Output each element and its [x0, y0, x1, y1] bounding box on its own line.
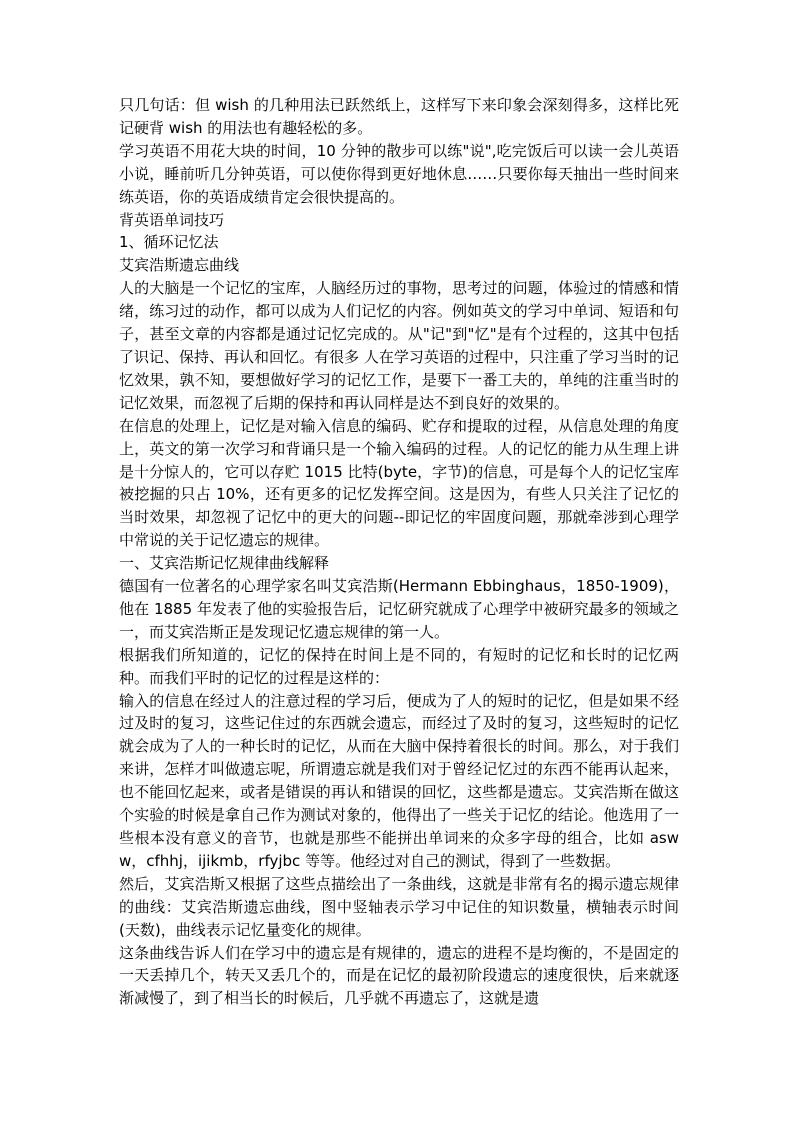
paragraph: 在信息的处理上，记忆是对输入信息的编码、贮存和提取的过程，从信息处理的角度上，英文的第一次学习和背诵只是一个输入编码的过程。人的记忆的能力从生理上讲是十分惊人的，它可以存贮 1015 比特(byte，字节)的信息，可是每个人的记忆宝库被挖掘的只占 10%，还有更多的记忆发挥空间。这是因为，有些人只关注了记忆的当时效果，却忽视了记忆中的更大的问题--即记忆的牢固度问题，那就牵涉到心理学中常说的关于记忆遗忘的规律。	[119, 416, 679, 550]
paragraph: 根据我们所知道的，记忆的保持在时间上是不同的，有短时的记忆和长时的记忆两种。而我们平时的记忆的过程是这样的：	[119, 645, 679, 687]
subsection-heading: 艾宾浩斯遗忘曲线	[119, 256, 240, 275]
paragraph: 然后，艾宾浩斯又根据了这些点描绘出了一条曲线，这就是非常有名的揭示遗忘规律的曲线：艾宾浩斯遗忘曲线，图中竖轴表示学习中记住的知识数量，横轴表示时间(天数)，曲线表示记忆量变化的规律。	[119, 874, 679, 939]
paragraph: 输入的信息在经过人的注意过程的学习后，便成为了人的短时的记忆，但是如果不经过及时的复习，这些记住过的东西就会遗忘，而经过了及时的复习，这些短时的记忆就会成为了人的一种长时的记忆，从而在大脑中保持着很长的时间。那么，对于我们来讲，怎样才叫做遗忘呢，所谓遗忘就是我们对于曾经记忆过的东西不能再认起来，也不能回忆起来，或者是错误的再认和错误的回忆，这些都是遗忘。艾宾浩斯在做这个实验的时候是拿自己作为测试对象的，他得出了一些关于记忆的结论。他选用了一些根本没有意义的音节，也就是那些不能拼出单词来的众多字母的组合，比如 asww，cfhhj，ijikmb，rfyjbc 等等。他经过对自己的测试，得到了一些数据。	[119, 691, 679, 870]
paragraph: 只几句话：但 wish 的几种用法已跃然纸上，这样写下来印象会深刻得多，这样比死记硬背 wish 的用法也有趣轻松的多。	[119, 96, 679, 137]
subsection-heading: 一、艾宾浩斯记忆规律曲线解释	[119, 554, 330, 573]
paragraph: 人的大脑是一个记忆的宝库，人脑经历过的事物，思考过的问题，体验过的情感和情绪，练习过的动作，都可以成为人们记忆的内容。例如英文的学习中单词、短语和句子，甚至文章的内容都是通过记忆完成的。从"记"到"忆"是有个过程的，这其中包括了识记、保持、再认和回忆。有很多 人在学习英语的过程中，只注重了学习当时的记忆效果，孰不知，要想做好学习的记忆工作，是要下一番工夫的，单纯的注重当时的记忆效果，而忽视了后期的保持和再认同样是达不到良好的效果的。	[119, 279, 679, 412]
subsection-heading: 1、循环记忆法	[119, 233, 219, 252]
paragraph: 学习英语不用花大块的时间，10 分钟的散步可以练"说",吃完饭后可以读一会儿英语小说，睡前听几分钟英语，可以使你得到更好地休息……只要你每天抽出一些时间来练英语，你的英语成绩肯定会很快提高的。	[119, 141, 679, 206]
document-page	[119, 94, 679, 1010]
paragraph: 德国有一位著名的心理学家名叫艾宾浩斯(Hermann Ebbinghaus，1850-1909)，他在 1885 年发表了他的实验报告后，记忆研究就成了心理学中被研究最多的领域之一，而艾宾浩斯正是发现记忆遗忘规律的第一人。	[119, 577, 679, 641]
paragraph: 这条曲线告诉人们在学习中的遗忘是有规律的，遗忘的进程不是均衡的，不是固定的一天丢掉几个，转天又丢几个的，而是在记忆的最初阶段遗忘的速度很快，后来就逐渐减慢了，到了相当长的时候后，几乎就不再遗忘了，这就是遗	[119, 943, 679, 1008]
section-heading: 背英语单词技巧	[119, 210, 225, 229]
